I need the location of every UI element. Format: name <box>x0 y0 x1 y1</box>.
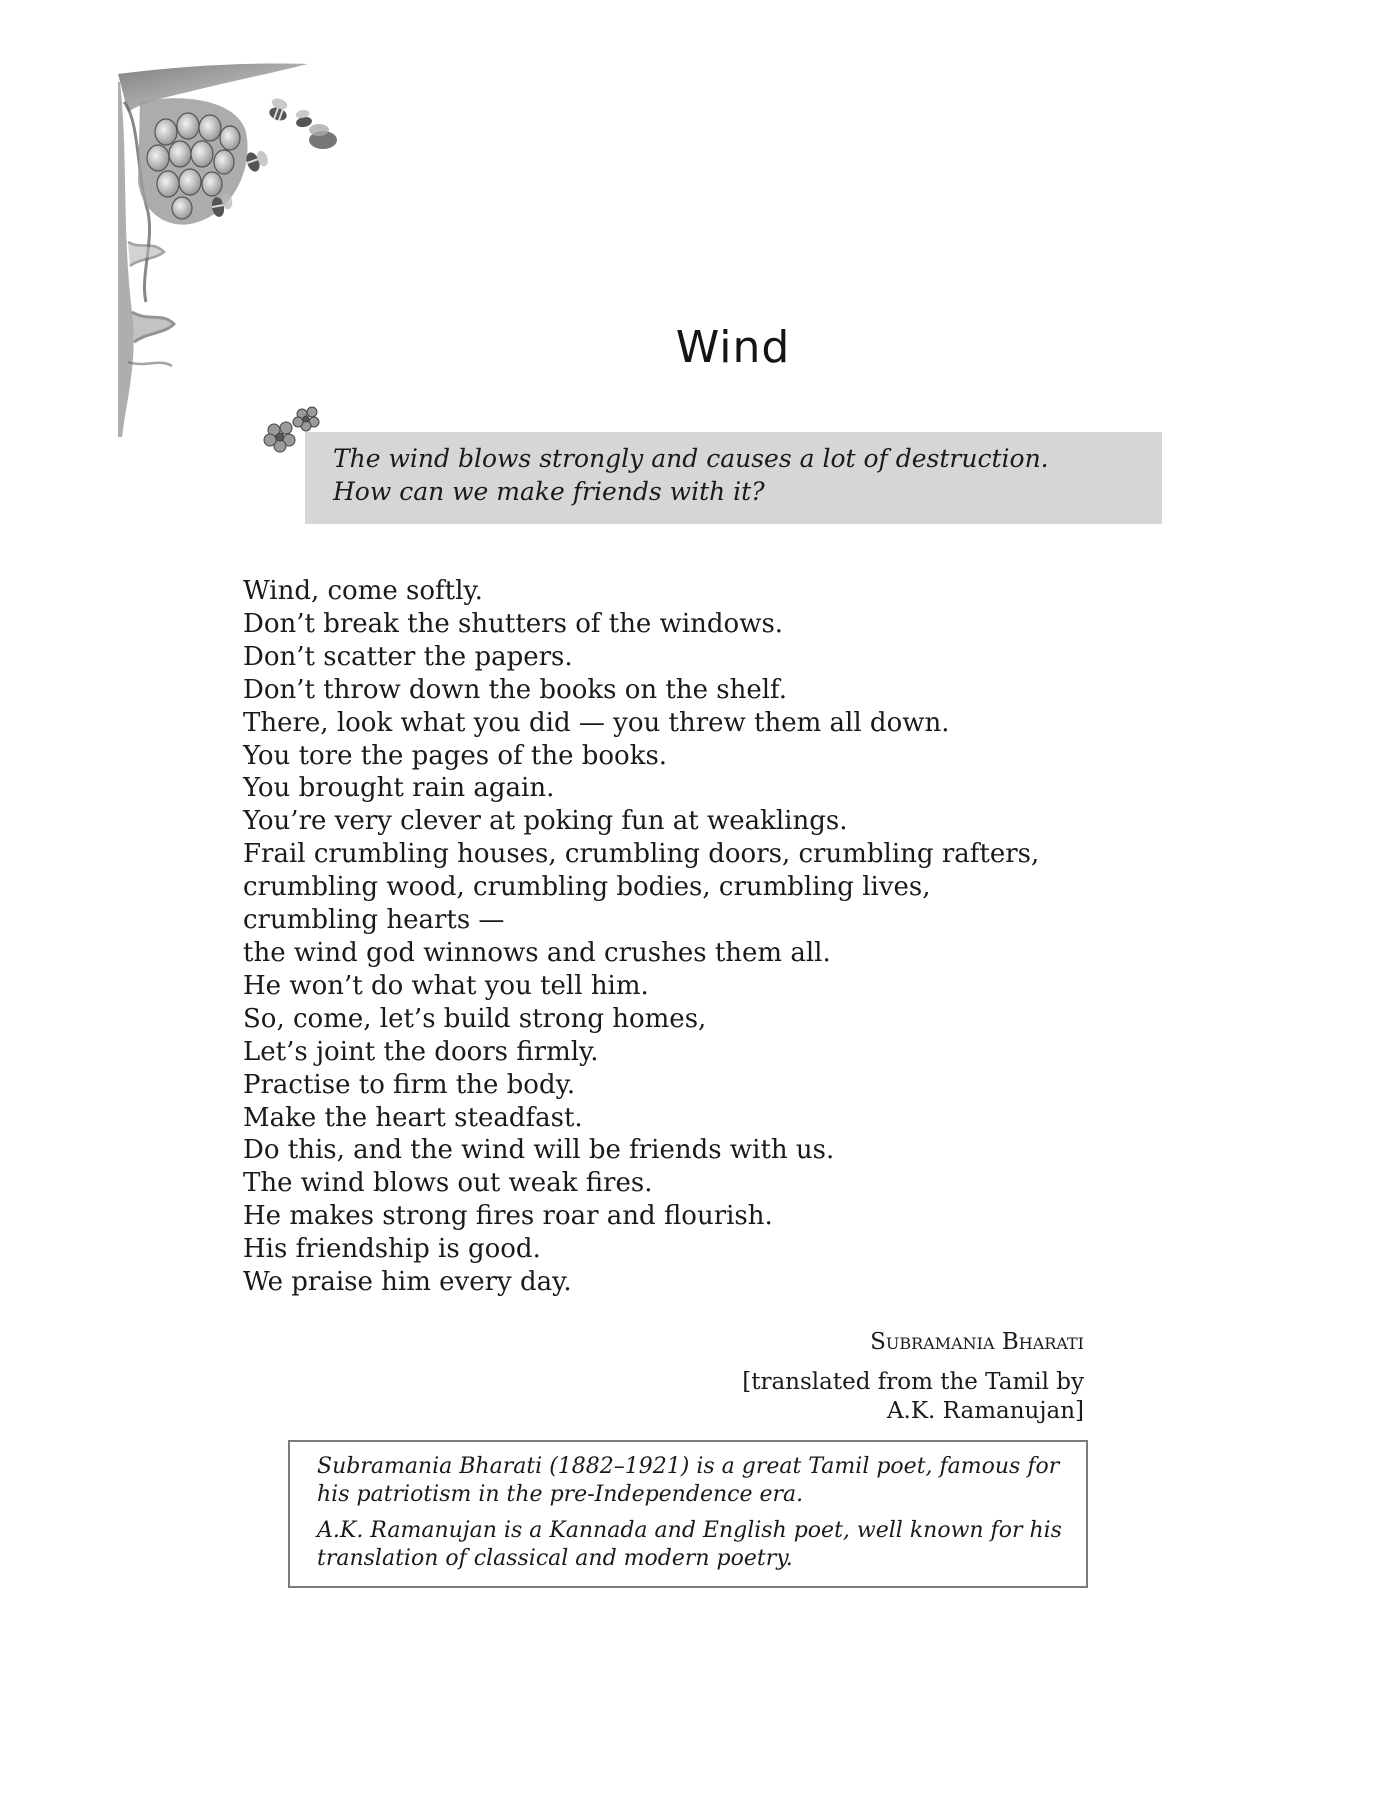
intro-line: The wind blows strongly and causes a lot of destruction. <box>333 444 1049 473</box>
author-bio-box <box>288 1440 1088 1588</box>
beehive-bees-illustration <box>118 62 398 442</box>
intro-line: How can we make friends with it? <box>333 477 765 506</box>
poem-line: His friendship is good. <box>243 1234 541 1265</box>
poem-attribution <box>742 1328 1084 1426</box>
poem-line: Wind, come softly. <box>243 576 483 606</box>
poem-line: Don’t break the shutters of the windows. <box>243 608 784 639</box>
bio-ramanujan: A.K. Ramanujan is a Kannada and English poet, well known for his translation of classical and modern poetry. <box>317 1518 1062 1571</box>
poem-line: So, come, let’s build strong homes, <box>243 1003 707 1034</box>
poem-line: You brought rain again. <box>243 773 555 804</box>
poem-line: Frail crumbling houses, crumbling doors, crumbling rafters, <box>243 839 1040 870</box>
poem-line: Do this, and the wind will be friends with us. <box>243 1135 835 1166</box>
poem-body <box>243 575 1123 1299</box>
poem-line: crumbling hearts — <box>243 905 505 936</box>
poem-line: The wind blows out weak fires. <box>243 1168 653 1199</box>
poem-line: Don’t throw down the books on the shelf. <box>243 674 787 705</box>
poem-line: You tore the pages of the books. <box>243 740 668 771</box>
poem-line: crumbling wood, crumbling bodies, crumbling lives, <box>243 872 931 903</box>
translation-note: [translated from the Tamil by <box>742 1369 1084 1395</box>
poem-line: We praise him every day. <box>243 1267 572 1298</box>
intro-question-box <box>305 432 1162 524</box>
poem-line: You’re very clever at poking fun at weaklings. <box>243 806 848 837</box>
poem-line: Practise to firm the body. <box>243 1069 576 1100</box>
poem-title: Wind <box>675 322 791 373</box>
translator-name: A.K. Ramanujan] <box>886 1398 1084 1424</box>
author-name: Subramania Bharati <box>870 1329 1084 1355</box>
poem-line: the wind god winnows and crushes them all. <box>243 937 831 968</box>
poem-line: He makes strong fires roar and flourish. <box>243 1201 773 1232</box>
bio-bharati: Subramania Bharati (1882–1921) is a great Tamil poet, famous for his patriotism in the pre-Independence era. <box>317 1454 1060 1507</box>
poem-line: There, look what you did — you threw them all down. <box>243 707 950 738</box>
poem-line: Let’s joint the doors firmly. <box>243 1036 599 1067</box>
poem-line: He won’t do what you tell him. <box>243 970 649 1001</box>
poem-line: Don’t scatter the papers. <box>243 641 573 672</box>
poem-line: Make the heart steadfast. <box>243 1102 583 1133</box>
